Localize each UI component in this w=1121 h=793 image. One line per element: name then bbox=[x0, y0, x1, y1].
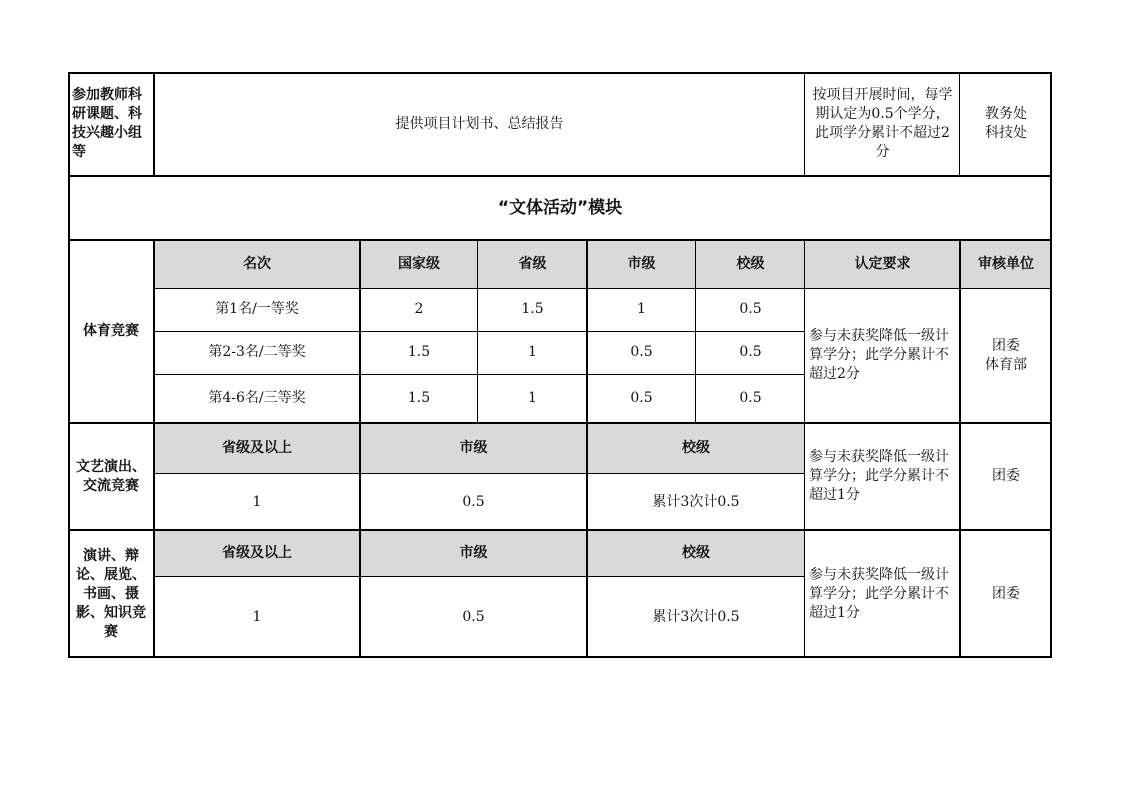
sports-requirement: 参与未获奖降低一级计算学分；此学分累计不超过2分 bbox=[809, 328, 949, 382]
sports-row-3-city: 0.5 bbox=[630, 390, 653, 406]
line-v-req bbox=[804, 240, 805, 658]
arts-value-school: 累计3次计0.5 bbox=[652, 493, 740, 510]
line-v-city bbox=[695, 240, 696, 423]
border-top bbox=[68, 72, 1052, 74]
arts-header-city: 市级 bbox=[360, 423, 587, 474]
research-item: 参加教师科研课题、科技兴趣小组等 bbox=[72, 87, 142, 160]
border-right bbox=[1050, 72, 1052, 658]
sports-row-3-national: 1.5 bbox=[407, 390, 431, 406]
arts-value-provincial-up: 1 bbox=[252, 493, 262, 510]
module-title: “文体活动”模块 bbox=[497, 197, 623, 218]
arts-header-school: 校级 bbox=[587, 423, 805, 474]
speech-unit: 团委 bbox=[992, 585, 1020, 602]
header-rank: 名次 bbox=[154, 240, 360, 288]
credit-table bbox=[68, 72, 1052, 658]
arts-unit: 团委 bbox=[992, 468, 1020, 484]
sports-row-2-city: 0.5 bbox=[630, 344, 653, 360]
line-h-sports-r2 bbox=[154, 374, 805, 375]
line-v-national bbox=[477, 240, 478, 423]
header-school: 校级 bbox=[696, 240, 805, 288]
line-v-unit bbox=[959, 240, 961, 658]
arts-requirement: 参与未获奖降低一级计算学分；此学分累计不超过1分 bbox=[809, 449, 949, 503]
sports-row-3-rank: 第4-6名/三等奖 bbox=[208, 390, 306, 406]
sports-row-2-national: 1.5 bbox=[407, 344, 431, 360]
border-bottom bbox=[68, 656, 1052, 658]
arts-item: 文艺演出、交流竞赛 bbox=[76, 458, 146, 494]
line-h-research bbox=[68, 175, 1052, 177]
line-h-arts-header bbox=[154, 473, 805, 474]
research-materials: 提供项目计划书、总结报告 bbox=[395, 115, 564, 132]
line-v-col1 bbox=[153, 240, 155, 658]
sports-row-1-city: 1 bbox=[637, 301, 646, 317]
line-h-speech-header bbox=[154, 576, 805, 577]
sports-row-1-school: 0.5 bbox=[739, 301, 762, 317]
speech-header-school: 校级 bbox=[587, 530, 805, 577]
header-city: 市级 bbox=[587, 240, 696, 288]
arts-value-city: 0.5 bbox=[462, 493, 485, 510]
speech-item: 演讲、辩论、展览、书画、摄影、知识竞赛 bbox=[76, 547, 146, 640]
line-h-sports-end bbox=[68, 422, 1052, 424]
line-h-title bbox=[68, 239, 1052, 241]
sports-unit: 团委 体育部 bbox=[985, 337, 1027, 373]
research-requirement: 按项目开展时间，每学期认定为0.5个学分，此项学分累计不超过2分 bbox=[812, 87, 953, 160]
sports-row-1-rank: 第1名/一等奖 bbox=[215, 301, 299, 317]
header-national: 国家级 bbox=[360, 240, 478, 288]
sports-row-2-rank: 第2-3名/二等奖 bbox=[208, 344, 306, 360]
line-v-research-3 bbox=[959, 72, 960, 176]
speech-value-provincial-up: 1 bbox=[252, 609, 262, 625]
line-v-research-1 bbox=[153, 72, 155, 176]
speech-header-city: 市级 bbox=[360, 530, 587, 577]
sports-row-2-school: 0.5 bbox=[739, 344, 762, 360]
sports-row-2-provincial: 1 bbox=[528, 344, 537, 360]
speech-value-school: 累计3次计0.5 bbox=[652, 609, 740, 625]
sports-row-1-provincial: 1.5 bbox=[521, 301, 544, 317]
line-v-research-2 bbox=[804, 72, 805, 176]
header-requirement: 认定要求 bbox=[805, 240, 960, 288]
speech-value-city: 0.5 bbox=[462, 609, 485, 625]
speech-header-provincial-up: 省级及以上 bbox=[154, 530, 360, 577]
line-v-provincial bbox=[586, 240, 588, 658]
line-v-rank bbox=[359, 240, 361, 658]
research-unit: 教务处 科技处 bbox=[985, 106, 1027, 141]
line-h-sports-r1 bbox=[154, 331, 805, 332]
header-provincial: 省级 bbox=[478, 240, 587, 288]
sports-row-3-school: 0.5 bbox=[739, 390, 762, 406]
speech-requirement: 参与未获奖降低一级计算学分；此学分累计不超过1分 bbox=[809, 566, 949, 621]
line-h-sports-header bbox=[154, 288, 1052, 289]
sports-row-1-national: 2 bbox=[414, 301, 424, 317]
sports-item: 体育竞赛 bbox=[83, 323, 139, 339]
header-unit: 审核单位 bbox=[960, 240, 1052, 288]
border-left bbox=[68, 72, 70, 658]
sports-row-3-provincial: 1 bbox=[528, 390, 537, 406]
line-h-arts-end bbox=[68, 529, 1052, 531]
arts-header-provincial-up: 省级及以上 bbox=[154, 423, 360, 474]
